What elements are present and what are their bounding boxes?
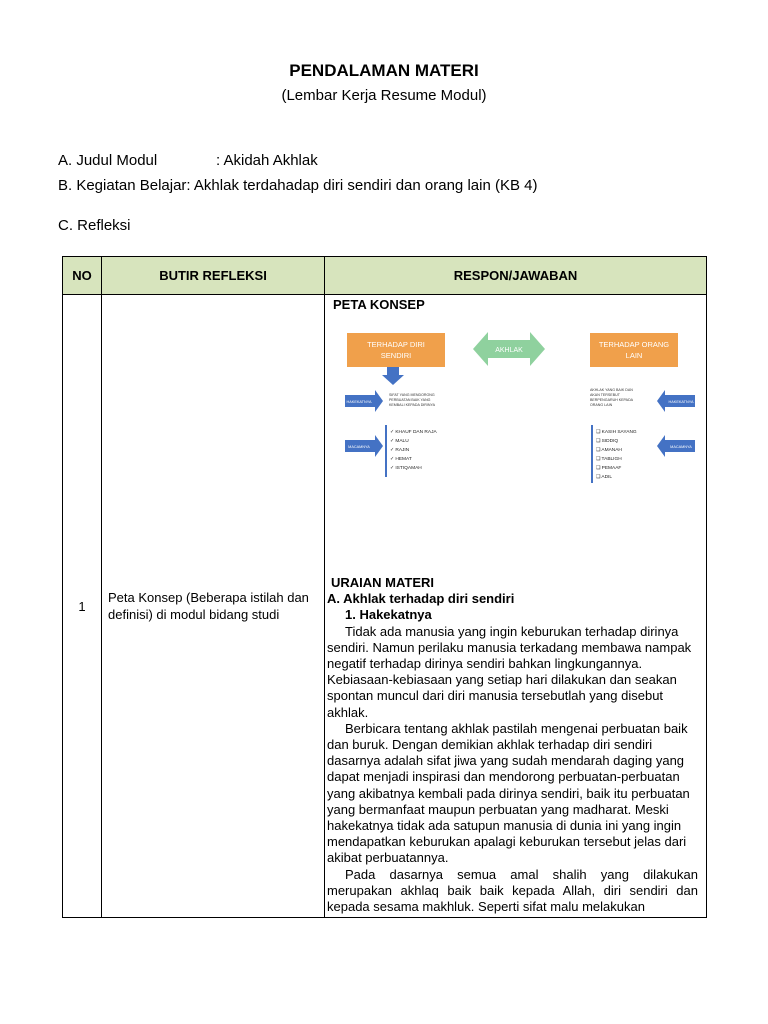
judul-modul-row (58, 152, 318, 169)
list-right-item: ❑ PEMAAF (596, 466, 622, 471)
concept-map-diagram (345, 325, 695, 490)
row-butir: Peta Konsep (Beberapa istilah dan definisi) di modul bidang studi (102, 295, 325, 918)
down-arrow-icon (382, 367, 404, 385)
box-orang-lain (590, 333, 678, 367)
uraian-paragraph-3: Pada dasarnya semua amal shalih yang dilakukan merupakan akhlaq baik baik kepada Allah, diri sendiri dan kepada sesama makhluk. Seperti sifat malu melakukan (327, 866, 698, 915)
list-right (596, 429, 637, 480)
refleksi-table (62, 256, 707, 918)
box-orang-lain-text: TERHADAP ORANG LAIN (598, 340, 670, 360)
peta-konsep-title: PETA KONSEP (333, 297, 425, 312)
box-diri-sendiri (347, 333, 445, 367)
uraian-heading: URAIAN MATERI (331, 575, 435, 590)
row-respon (325, 295, 707, 918)
header-butir: BUTIR REFLEKSI (102, 257, 325, 295)
desc-right-text: AKHLAK YANG BAIK DAN AKAN TERSEBUT BERPENGARUH KEPADA ORANG LAIN (590, 388, 634, 407)
header-respon: RESPON/JAWABAN (325, 257, 707, 295)
desc-left-text: SIFAT YANG MENDORONG PERBUATAN BAIK YANG KEMBALI KEPADA DIRINYA (389, 393, 435, 407)
arrow-macam-right-text: MACAMNYA (670, 445, 692, 449)
list-left (390, 429, 437, 471)
page-title: PENDALAMAN MATERI (289, 61, 479, 80)
uraian-materi (327, 575, 698, 915)
list-left-item: ✓ RAJIN (390, 448, 410, 453)
list-right-item: ❑ ADIL (596, 475, 613, 480)
list-right-item: ❑ KASIH SAYANG (596, 430, 637, 435)
header-no: NO (63, 257, 102, 295)
list-left-item: ✓ MALU (390, 439, 409, 444)
list-right-item: ❑ SIDDIQ (596, 439, 619, 444)
judul-modul-label: A. Judul Modul (58, 152, 158, 169)
arrow-macam-left-text: MACAMNYA (348, 445, 370, 449)
uraian-paragraph-2: Berbicara tentang akhlak pastilah mengenai perbuatan baik dan buruk. Dengan demikian akhlak terhadap diri sendiri dasarnya adalah sifat jiwa yang sudah mendarah daging yang dapat menjadi inspirasi dan mendorong perbuatan-perbuatan yang akibatnya kembali pada dirinya sendiri, baik itu perbuatan yang bermanfaat maupun perbuatan yang madharat. Meski hakekatnya tidak ada satupun manusia di dunia ini yang ingin mendapatkan keburukan apalagi keburukan tersebut jelas dari akibat perbuatannya. (327, 720, 690, 866)
refleksi-label: C. Refleksi (58, 217, 131, 234)
uraian-sub-a: A. Akhlak terhadap diri sendiri (327, 591, 515, 607)
table-header-row (63, 257, 707, 295)
list-left-item: ✓ KHAUF DAN RAJA (390, 430, 437, 435)
kegiatan-belajar-label: B. Kegiatan Belajar (58, 177, 187, 194)
arrow-hakekat-left-text: HAKEKATNYA (346, 400, 372, 404)
list-left-item: ✓ ISTIQAMAH (390, 466, 422, 471)
box-diri-sendiri-text: TERHADAP DIRI SENDIRI (367, 340, 425, 360)
kegiatan-belajar-row (58, 177, 537, 194)
page-subtitle: (Lembar Kerja Resume Modul) (281, 87, 487, 104)
arrow-hakekat-right-text: HAKEKATNYA (668, 400, 694, 404)
list-left-item: ✓ HEMAT (390, 457, 412, 462)
kegiatan-belajar-value: : Akhlak terdahadap diri sendiri dan orang lain (KB 4) (186, 177, 538, 194)
judul-modul-value: : Akidah Akhlak (216, 152, 318, 169)
list-right-bar (591, 425, 593, 483)
list-right-item: ❑ AMANAH (596, 448, 622, 453)
uraian-paragraph-1: Tidak ada manusia yang ingin keburukan terhadap dirinya sendiri. Namun perilaku manusia terkadang membawa nampak negatif terhadap dirinya sendiri bahkan lingkungannya. Kebiasaan-kebiasaan yang setiap hari dilakukan dan seakan spontan muncul dari diri manusia tersebutlah yang disebut akhlak. (327, 623, 692, 720)
list-right-item: ❑ TABLIGH (596, 457, 622, 462)
list-left-bar (385, 425, 387, 477)
uraian-sub-1: 1. Hakekatnya (345, 607, 432, 623)
row-no: 1 (63, 295, 102, 918)
akhlak-label: AKHLAK (495, 347, 523, 354)
table-row (63, 295, 707, 918)
